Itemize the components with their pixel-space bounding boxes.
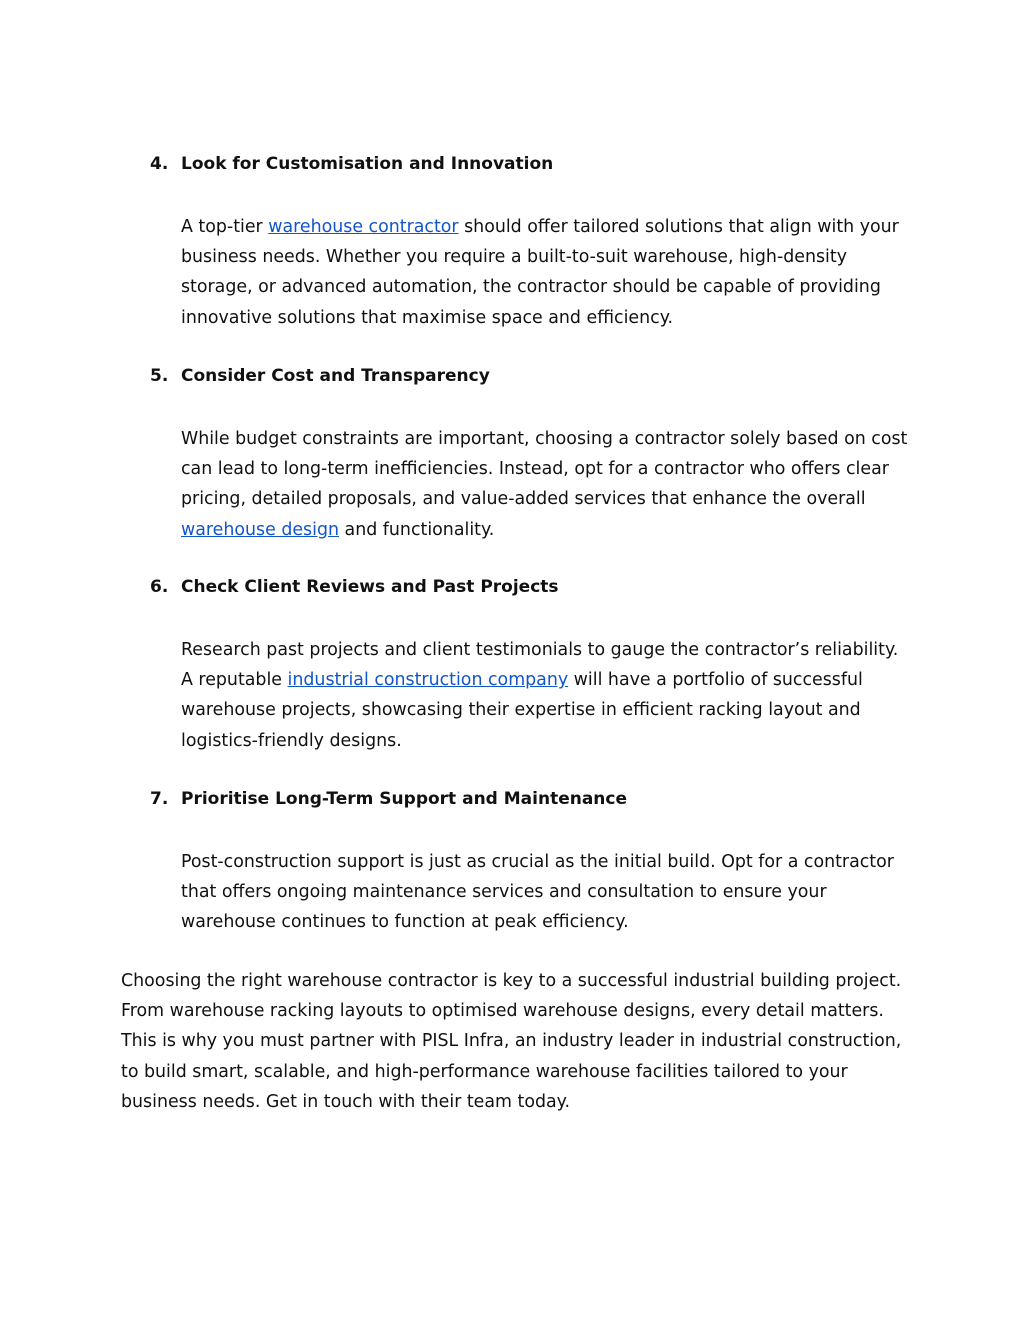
item-number: 4. bbox=[150, 154, 169, 174]
warehouse-contractor-link[interactable]: warehouse contractor bbox=[268, 217, 459, 237]
paragraph-text: Post-construction support is just as crucial as the initial build. Opt for a contractor that offers ongoing maintenance services and consultation to ensure your warehouse continues to function at peak efficiency. bbox=[181, 852, 894, 933]
item-heading bbox=[150, 364, 490, 388]
item-paragraph bbox=[181, 212, 911, 333]
item-number: 7. bbox=[150, 789, 169, 809]
warehouse-design-link[interactable]: warehouse design bbox=[181, 519, 340, 540]
item-number: 5. bbox=[150, 366, 169, 386]
closing-paragraph: Choosing the right warehouse contractor is key to a successful industrial building project. From warehouse racking layouts to optimised warehouse designs, every detail matters. This is why you must partner with PISL Infra, an industry leader in industrial construction, to build smart, scalable, and high-performance warehouse facilities tailored to your business needs. Get in touch with their team today. bbox=[121, 971, 902, 1112]
paragraph-text: will have a portfolio of successful warehouse projects, showcasing their expertise in efficient racking layout and logistics-friendly designs. bbox=[181, 670, 863, 751]
item-heading bbox=[150, 152, 553, 176]
item-number: 6. bbox=[150, 577, 169, 597]
paragraph-text: and functionality. bbox=[339, 519, 495, 540]
item-paragraph bbox=[181, 635, 911, 756]
paragraph-text: Research past projects and client testimonials to gauge the contractor’s reliability. A reputable bbox=[181, 640, 899, 691]
paragraph-text: A top-tier bbox=[181, 217, 269, 237]
item-heading bbox=[150, 787, 627, 811]
paragraph-text: should offer tailored solutions that align with your business needs. Whether you require a built-to-suit warehouse, high-density storage, or advanced automation, the contractor should be capable of providing innovative solutions that maximise space and efficiency. bbox=[181, 217, 899, 328]
item-title: Prioritise Long-Term Support and Maintenance bbox=[181, 789, 628, 809]
item-paragraph bbox=[181, 847, 911, 938]
industrial-construction-company-link[interactable]: industrial construction company bbox=[287, 670, 569, 691]
item-paragraph bbox=[181, 424, 911, 545]
item-title: Check Client Reviews and Past Projects bbox=[181, 577, 559, 597]
item-title: Consider Cost and Transparency bbox=[181, 366, 490, 386]
item-heading bbox=[150, 575, 559, 599]
paragraph-text: While budget constraints are important, choosing a contractor solely based on cost can lead to long-term inefficiencies. Instead, opt for a contractor who offers clear pricing, detailed proposals, and value-added services that enhance the overall bbox=[181, 429, 908, 510]
item-title: Look for Customisation and Innovation bbox=[181, 154, 554, 174]
